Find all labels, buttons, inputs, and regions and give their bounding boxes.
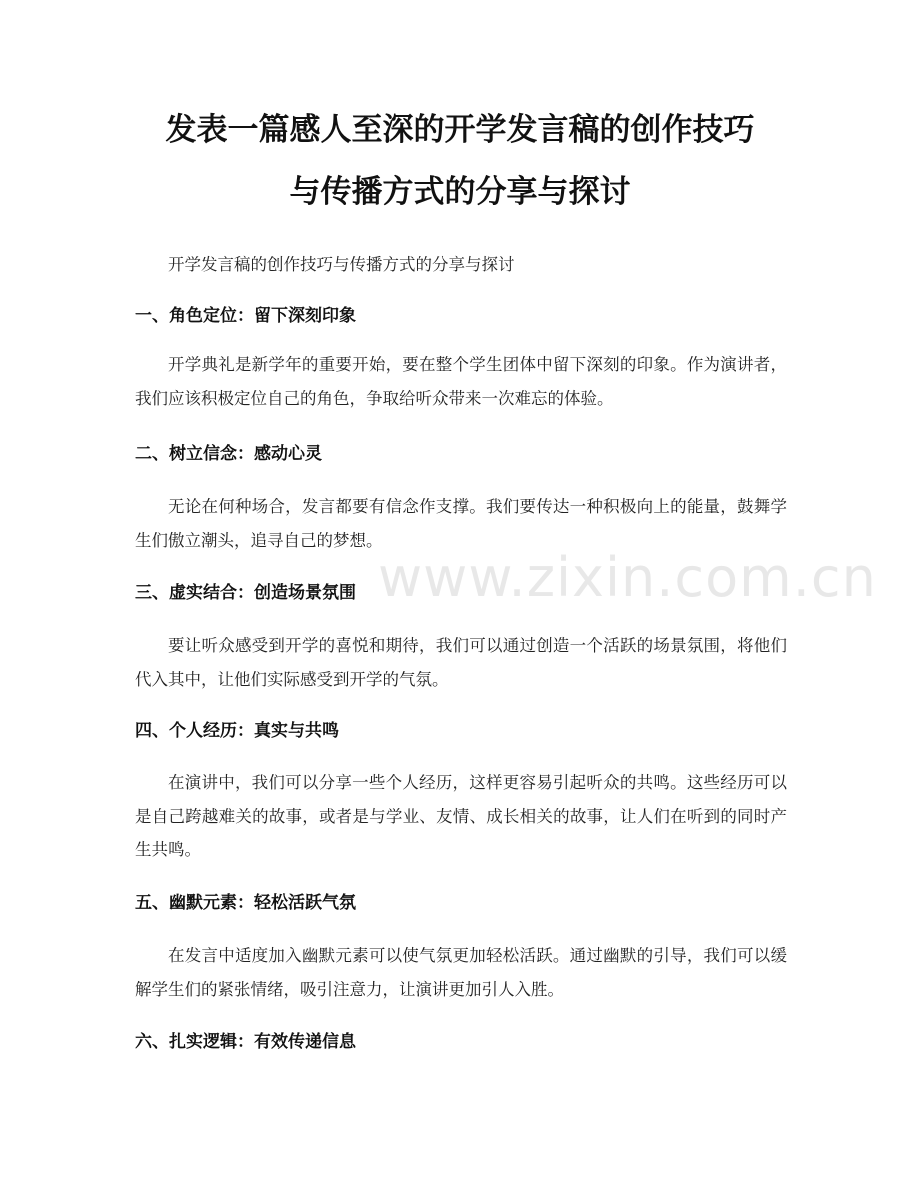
section-body-4: 在演讲中，我们可以分享一些个人经历，这样更容易引起听众的共鸣。这些经历可以是自己跨越难关的故事，或者是与学业、友情、成长相关的故事，让人们在听到的同时产生共鸣。 [135,773,787,859]
section-body-3: 要让听众感受到开学的喜悦和期待，我们可以通过创造一个活跃的场景氛围，将他们代入其中，让他们实际感受到开学的气氛。 [135,636,787,689]
section-body-1: 开学典礼是新学年的重要开始，要在整个学生团体中留下深刻的印象。作为演讲者，我们应该积极定位自己的角色，争取给听众带来一次难忘的体验。 [135,355,787,408]
document-title-line-2: 与传播方式的分享与探讨 [289,174,631,210]
watermark: www.zixin.com.cn [378,546,877,609]
section-heading-3: 三、虚实结合：创造场景氛围 [135,583,356,603]
document-title-line-1: 发表一篇感人至深的开学发言稿的创作技巧 [165,112,755,148]
section-body-5: 在发言中适度加入幽默元素可以使气氛更加轻松活跃。通过幽默的引导，我们可以缓解学生们的紧张情绪，吸引注意力，让演讲更加引人入胜。 [135,946,787,999]
section-heading-5: 五、幽默元素：轻松活跃气氛 [135,893,356,913]
section-heading-2: 二、树立信念：感动心灵 [135,444,322,464]
document-subtitle: 开学发言稿的创作技巧与传播方式的分享与探讨 [168,255,515,274]
section-heading-4: 四、个人经历：真实与共鸣 [135,721,339,741]
section-heading-1: 一、角色定位：留下深刻印象 [135,306,356,326]
section-body-2: 无论在何种场合，发言都要有信念作支撑。我们要传达一种积极向上的能量，鼓舞学生们傲立潮头，追寻自己的梦想。 [135,497,787,550]
section-heading-6: 六、扎实逻辑：有效传递信息 [135,1032,356,1052]
